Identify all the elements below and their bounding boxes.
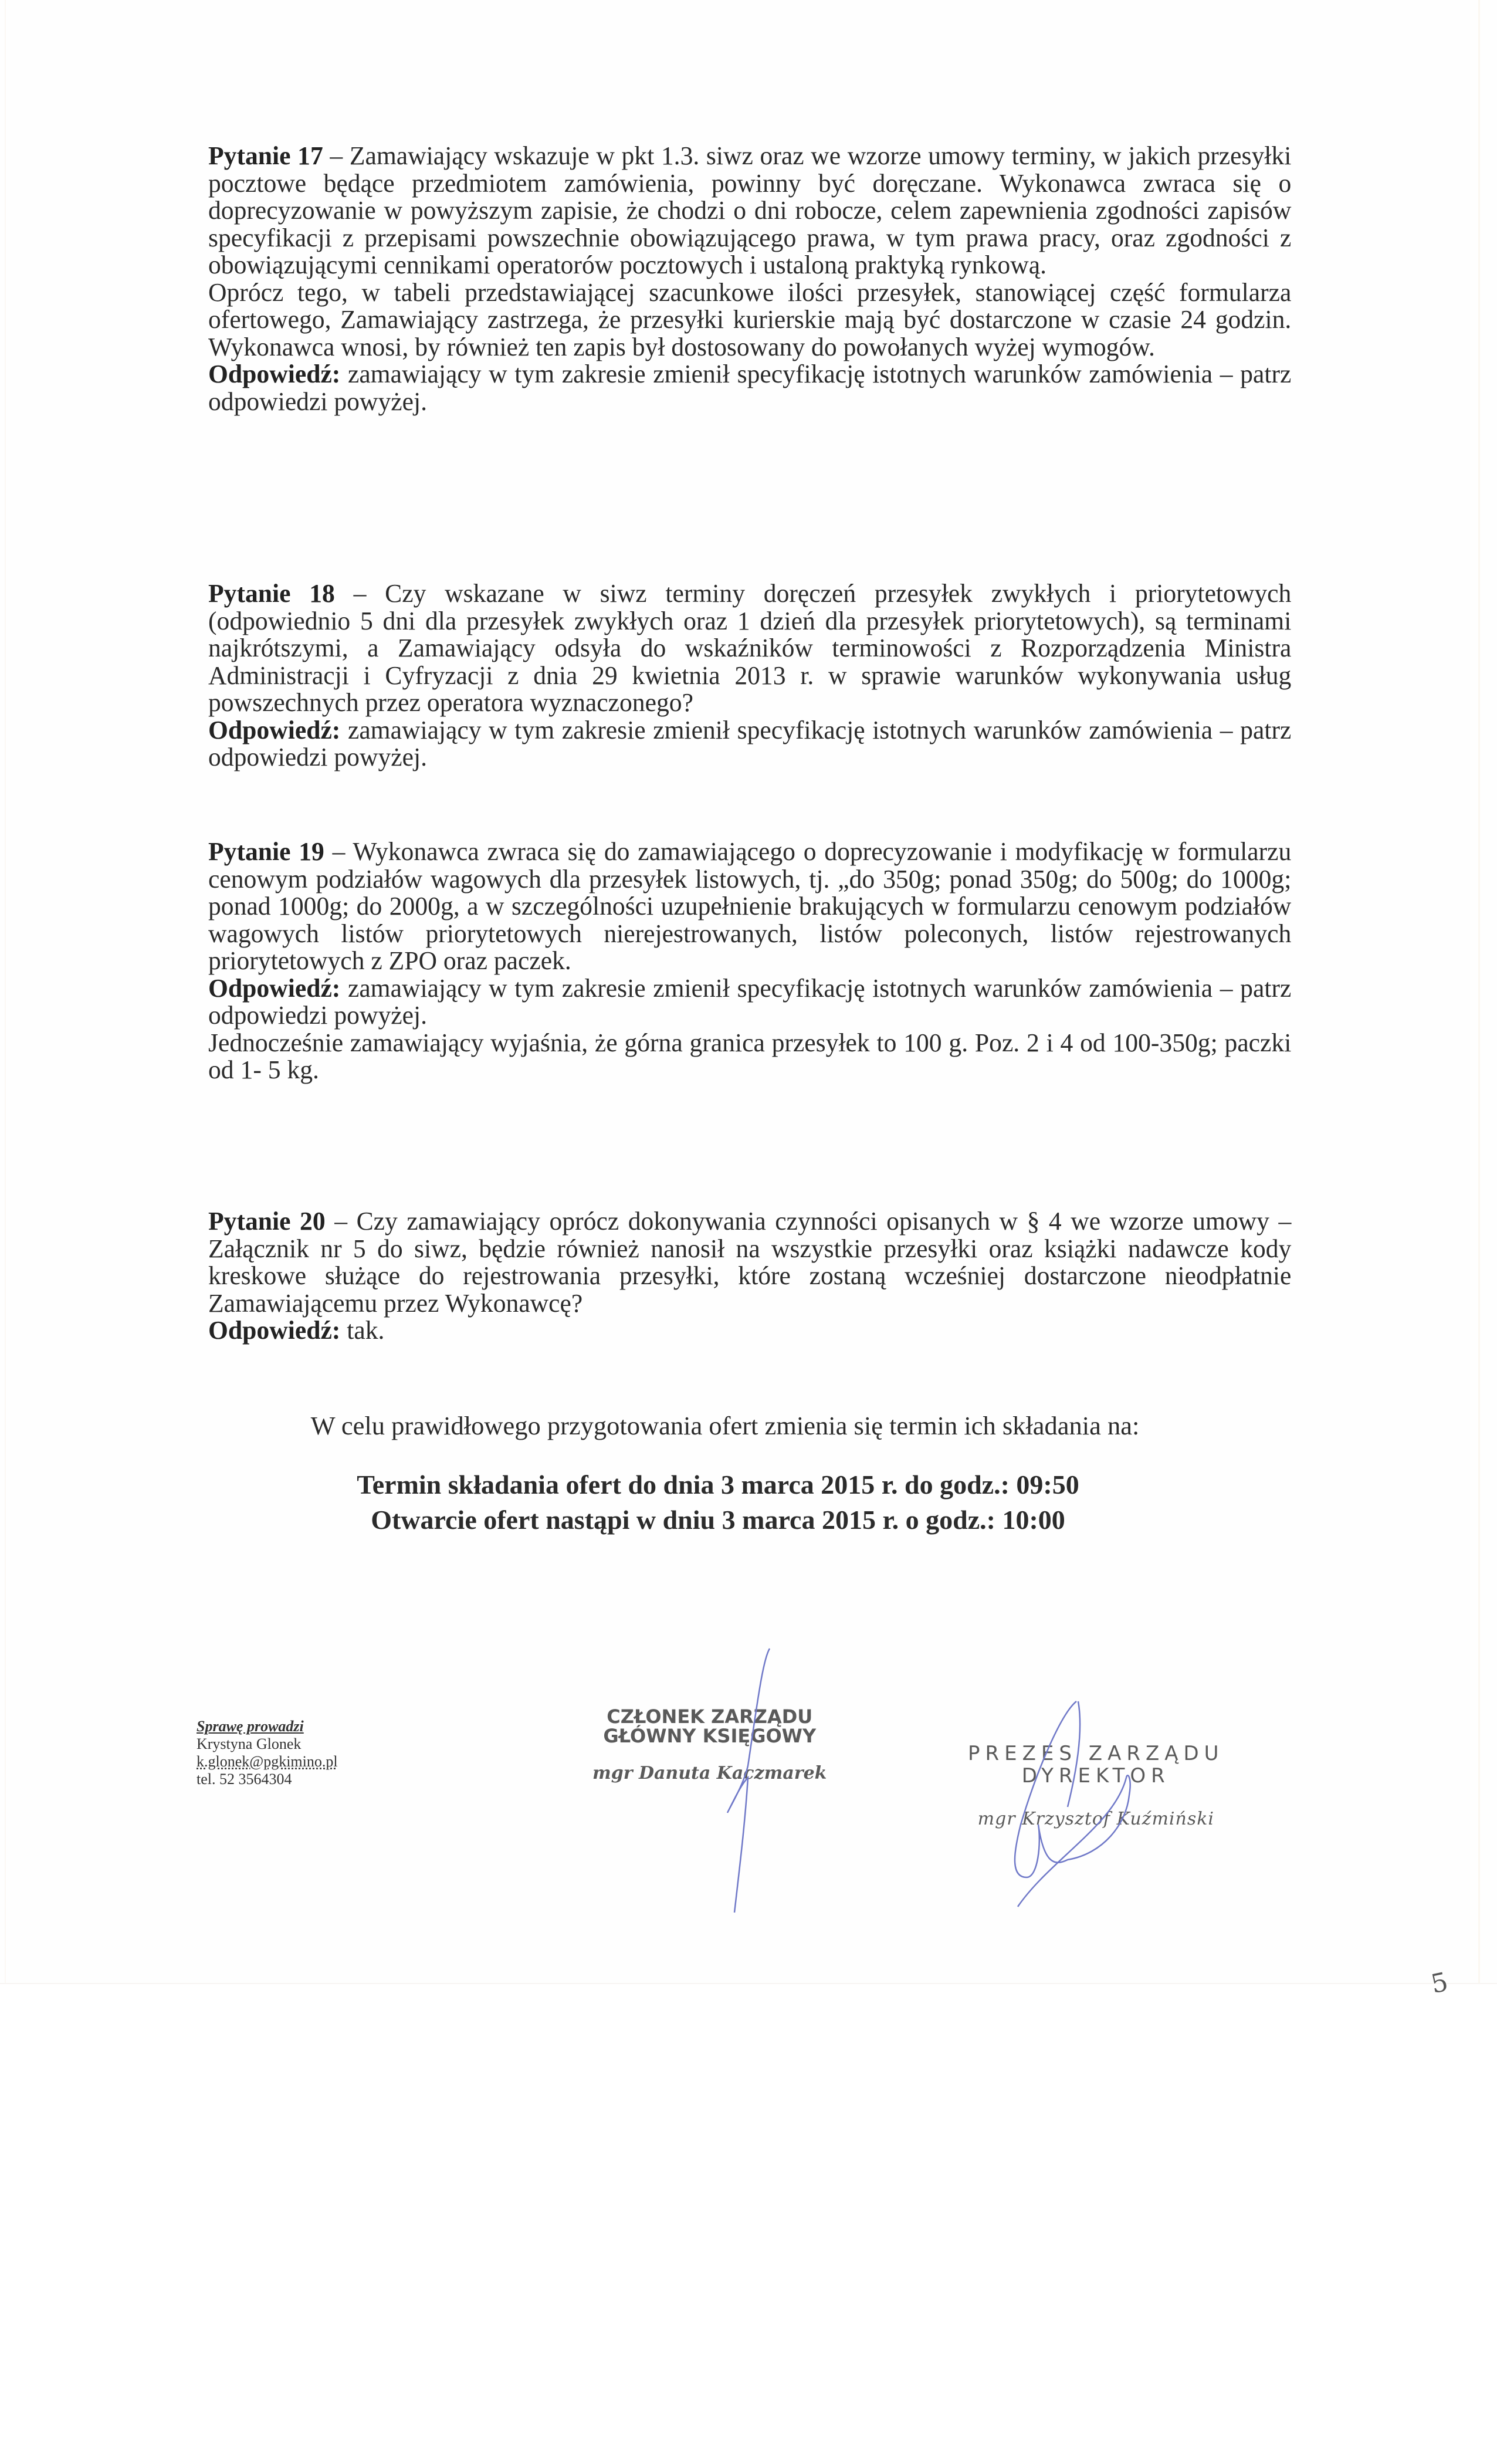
submission-deadline: Termin składania ofert do dnia 3 marca 2015 r. do godz.: 09:50 (357, 1470, 1079, 1500)
opening-deadline: Otwarcie ofert nastąpi w dniu 3 marca 2015 r. o godz.: 10:00 (371, 1505, 1065, 1535)
scan-edge (0, 1983, 1497, 1984)
signature-1 (692, 1637, 786, 1918)
question-label: Pytanie 18 (208, 578, 335, 608)
question-paragraph: Pytanie 18 – Czy wskazane w siwz terminy doręczeń przesyłek zwykłych i priorytetowych (odpowiednio 5 dni dla przesyłek zwykłych oraz 1 dzień dla przesyłek priorytetowych), są terminami najkrótszymi, a Zamawiający odsyła do wskaźników terminowości z Rozporządzenia Ministra Administracji i Cyfryzacji z dnia 29 kwietnia 2013 r. w sprawie warunków wykonywania usług powszechnych przez operatora wyznaczonego? (208, 578, 1292, 717)
answer-label: Odpowiedź: (208, 1315, 341, 1345)
question-19 (208, 838, 1291, 1084)
answer-label: Odpowiedź: (208, 359, 341, 388)
question-text: Wykonawca zwraca się do zamawiającego o doprecyzowanie i modyfikację w formularzu cenowym podziałów wagowych dla przesyłek listowych, tj. „do 350g; ponad 350g; do 500g; do 1000g; ponad 1000g; do 2000g, a w szczególności uzupełnienie brakujących w formularzu cenowym podziałów wagowych listów priorytetowych nierejestrowanych, listów poleconych, listów rejestrowanych priorytetowych z ZPO oraz paczek. (208, 837, 1292, 975)
contact-label: Sprawę prowadzi (197, 1718, 304, 1735)
stamp-name: mgr Krzysztof Kuźmiński (977, 1809, 1214, 1829)
clarification-paragraph: Jednocześnie zamawiający wyjaśnia, że górna granica przesyłek to 100 g. Poz. 2 i 4 od 100-350g; paczki od 1- 5 kg. (208, 1027, 1292, 1084)
contact-name: Krystyna Glonek (197, 1735, 302, 1752)
deadline-intro: W celu prawidłowego przygotowania ofert zmienia się termin ich składania na: (310, 1411, 1140, 1440)
question-label: Pytanie 20 (208, 1206, 326, 1236)
signature-stroke (1068, 1701, 1080, 1807)
stamp-subtitle: GŁÓWNY KSIĘGOWY (603, 1725, 817, 1747)
answer-text: zamawiający w tym zakresie zmienił specyfikację istotnych warunków zamówienia – patrz odpowiedzi powyżej. (208, 715, 1292, 771)
scan-edge (5, 0, 6, 1984)
question-text: Czy wskazane w siwz terminy doręczeń przesyłek zwykłych i priorytetowych (odpowiednio 5 dni dla przesyłek zwykłych oraz 1 dzień dla przesyłek priorytetowych), są terminami najkrótszymi, a Zamawiający odsyła do wskaźników terminowości z Rozporządzenia Ministra Administracji i Cyfryzacji z dnia 29 kwietnia 2013 r. w sprawie warunków wykonywania usług powszechnych przez operatora wyznaczonego? (208, 578, 1292, 717)
answer-paragraph (208, 360, 1291, 415)
answer-text: tak. (347, 1315, 385, 1345)
answer-label: Odpowiedź: (208, 715, 341, 744)
scan-edge (1478, 0, 1480, 1984)
answer-text: zamawiający w tym zakresie zmienił specyfikację istotnych warunków zamówienia – patrz odpowiedzi powyżej. (208, 359, 1292, 416)
question-20 (208, 1207, 1291, 1344)
page-number: 5 (1428, 1967, 1451, 2000)
question-text: Zamawiający wskazuje w pkt 1.3. siwz oraz we wzorze umowy terminy, w jakich przesyłki pocztowe będące przedmiotem zamówienia, powinny być doręczane. Wykonawca zwraca się o doprecyzowanie w powyższym zapisie, że chodzi o dni robocze, celem zapewnienia zgodności zapisów specyfikacji z przepisami powszechnie obowiązującego prawa, w tym prawa pracy, oraz zgodności z obowiązującymi cennikami operatorów pocztowych i ustaloną praktyką rynkową. (208, 141, 1292, 279)
stamp-name: mgr Danuta Kaczmarek (592, 1763, 827, 1783)
contact-phone: tel. 52 3564304 (197, 1771, 292, 1788)
question-paragraph: Pytanie 17 – Zamawiający wskazuje w pkt 1.3. siwz oraz we wzorze umowy terminy, w jakich przesyłki pocztowe będące przedmiotem zamówienia, powinny być doręczane. Wykonawca zwraca się o doprecyzowanie w powyższym zapisie, że chodzi o dni robocze, celem zapewnienia zgodności zapisów specyfikacji z przepisami powszechnie obowiązującego prawa, w tym prawa pracy, oraz zgodności z obowiązującymi cennikami operatorów pocztowych i ustaloną praktyką rynkową. (208, 141, 1292, 279)
question-18 (208, 580, 1291, 771)
signature-stroke (727, 1649, 770, 1913)
answer-paragraph (208, 974, 1291, 1029)
question-paragraph: Oprócz tego, w tabeli przedstawiającej szacunkowe ilości przesyłek, stanowiącej część formularza ofertowego, Zamawiający zastrzega, że przesyłki kurierskie mają być dostarczone w czasie 24 godzin. Wykonawca wnosi, by również ten zapis był dostosowany do powołanych wyżej wymogów. (208, 277, 1292, 361)
signature-stroke (1015, 1701, 1130, 1907)
answer-label: Odpowiedź: (208, 973, 341, 1003)
stamp-subtitle: DYREKTOR (1021, 1764, 1170, 1788)
contact-email-link[interactable]: k.glonek@pgkimino.pl (197, 1753, 338, 1770)
answer-paragraph (208, 716, 1291, 771)
signature-2 (974, 1690, 1167, 1913)
answer-paragraph (208, 1316, 1291, 1344)
contact-block (197, 1718, 338, 1788)
question-text: Czy zamawiający oprócz dokonywania czynności opisanych w § 4 we wzorze umowy – Załącznik nr 5 do siwz, będzie również nanosił na wszystkie przesyłki oraz książki nadawcze kody kreskowe służące do rejestrowania przesyłki, które zostaną wcześniej dostarczone nieodpłatnie Zamawiającemu przez Wykonawcę? (208, 1206, 1292, 1318)
question-paragraph: Pytanie 20 – Czy zamawiający oprócz dokonywania czynności opisanych w § 4 we wzorze umowy – Załącznik nr 5 do siwz, będzie również nanosił na wszystkie przesyłki oraz książki nadawcze kody kreskowe służące do rejestrowania przesyłki, które zostaną wcześniej dostarczone nieodpłatnie Zamawiającemu przez Wykonawcę? (208, 1206, 1292, 1318)
question-label: Pytanie 17 (208, 141, 323, 170)
question-label: Pytanie 19 (208, 837, 324, 866)
stamp-title: CZŁONEK ZARZĄDU (607, 1705, 813, 1728)
stamp-title: PREZES ZARZĄDU (968, 1742, 1224, 1765)
question-17 (208, 142, 1291, 415)
question-paragraph: Pytanie 19 – Wykonawca zwraca się do zamawiającego o doprecyzowanie i modyfikację w formularzu cenowym podziałów wagowych dla przesyłek listowych, tj. „do 350g; ponad 350g; do 500g; do 1000g; ponad 1000g; do 2000g, a w szczególności uzupełnienie brakujących w formularzu cenowym podziałów wagowych listów priorytetowych nierejestrowanych, listów poleconych, listów rejestrowanych priorytetowych z ZPO oraz paczek. (208, 837, 1292, 975)
answer-text: zamawiający w tym zakresie zmienił specyfikację istotnych warunków zamówienia – patrz odpowiedzi powyżej. (208, 973, 1292, 1030)
